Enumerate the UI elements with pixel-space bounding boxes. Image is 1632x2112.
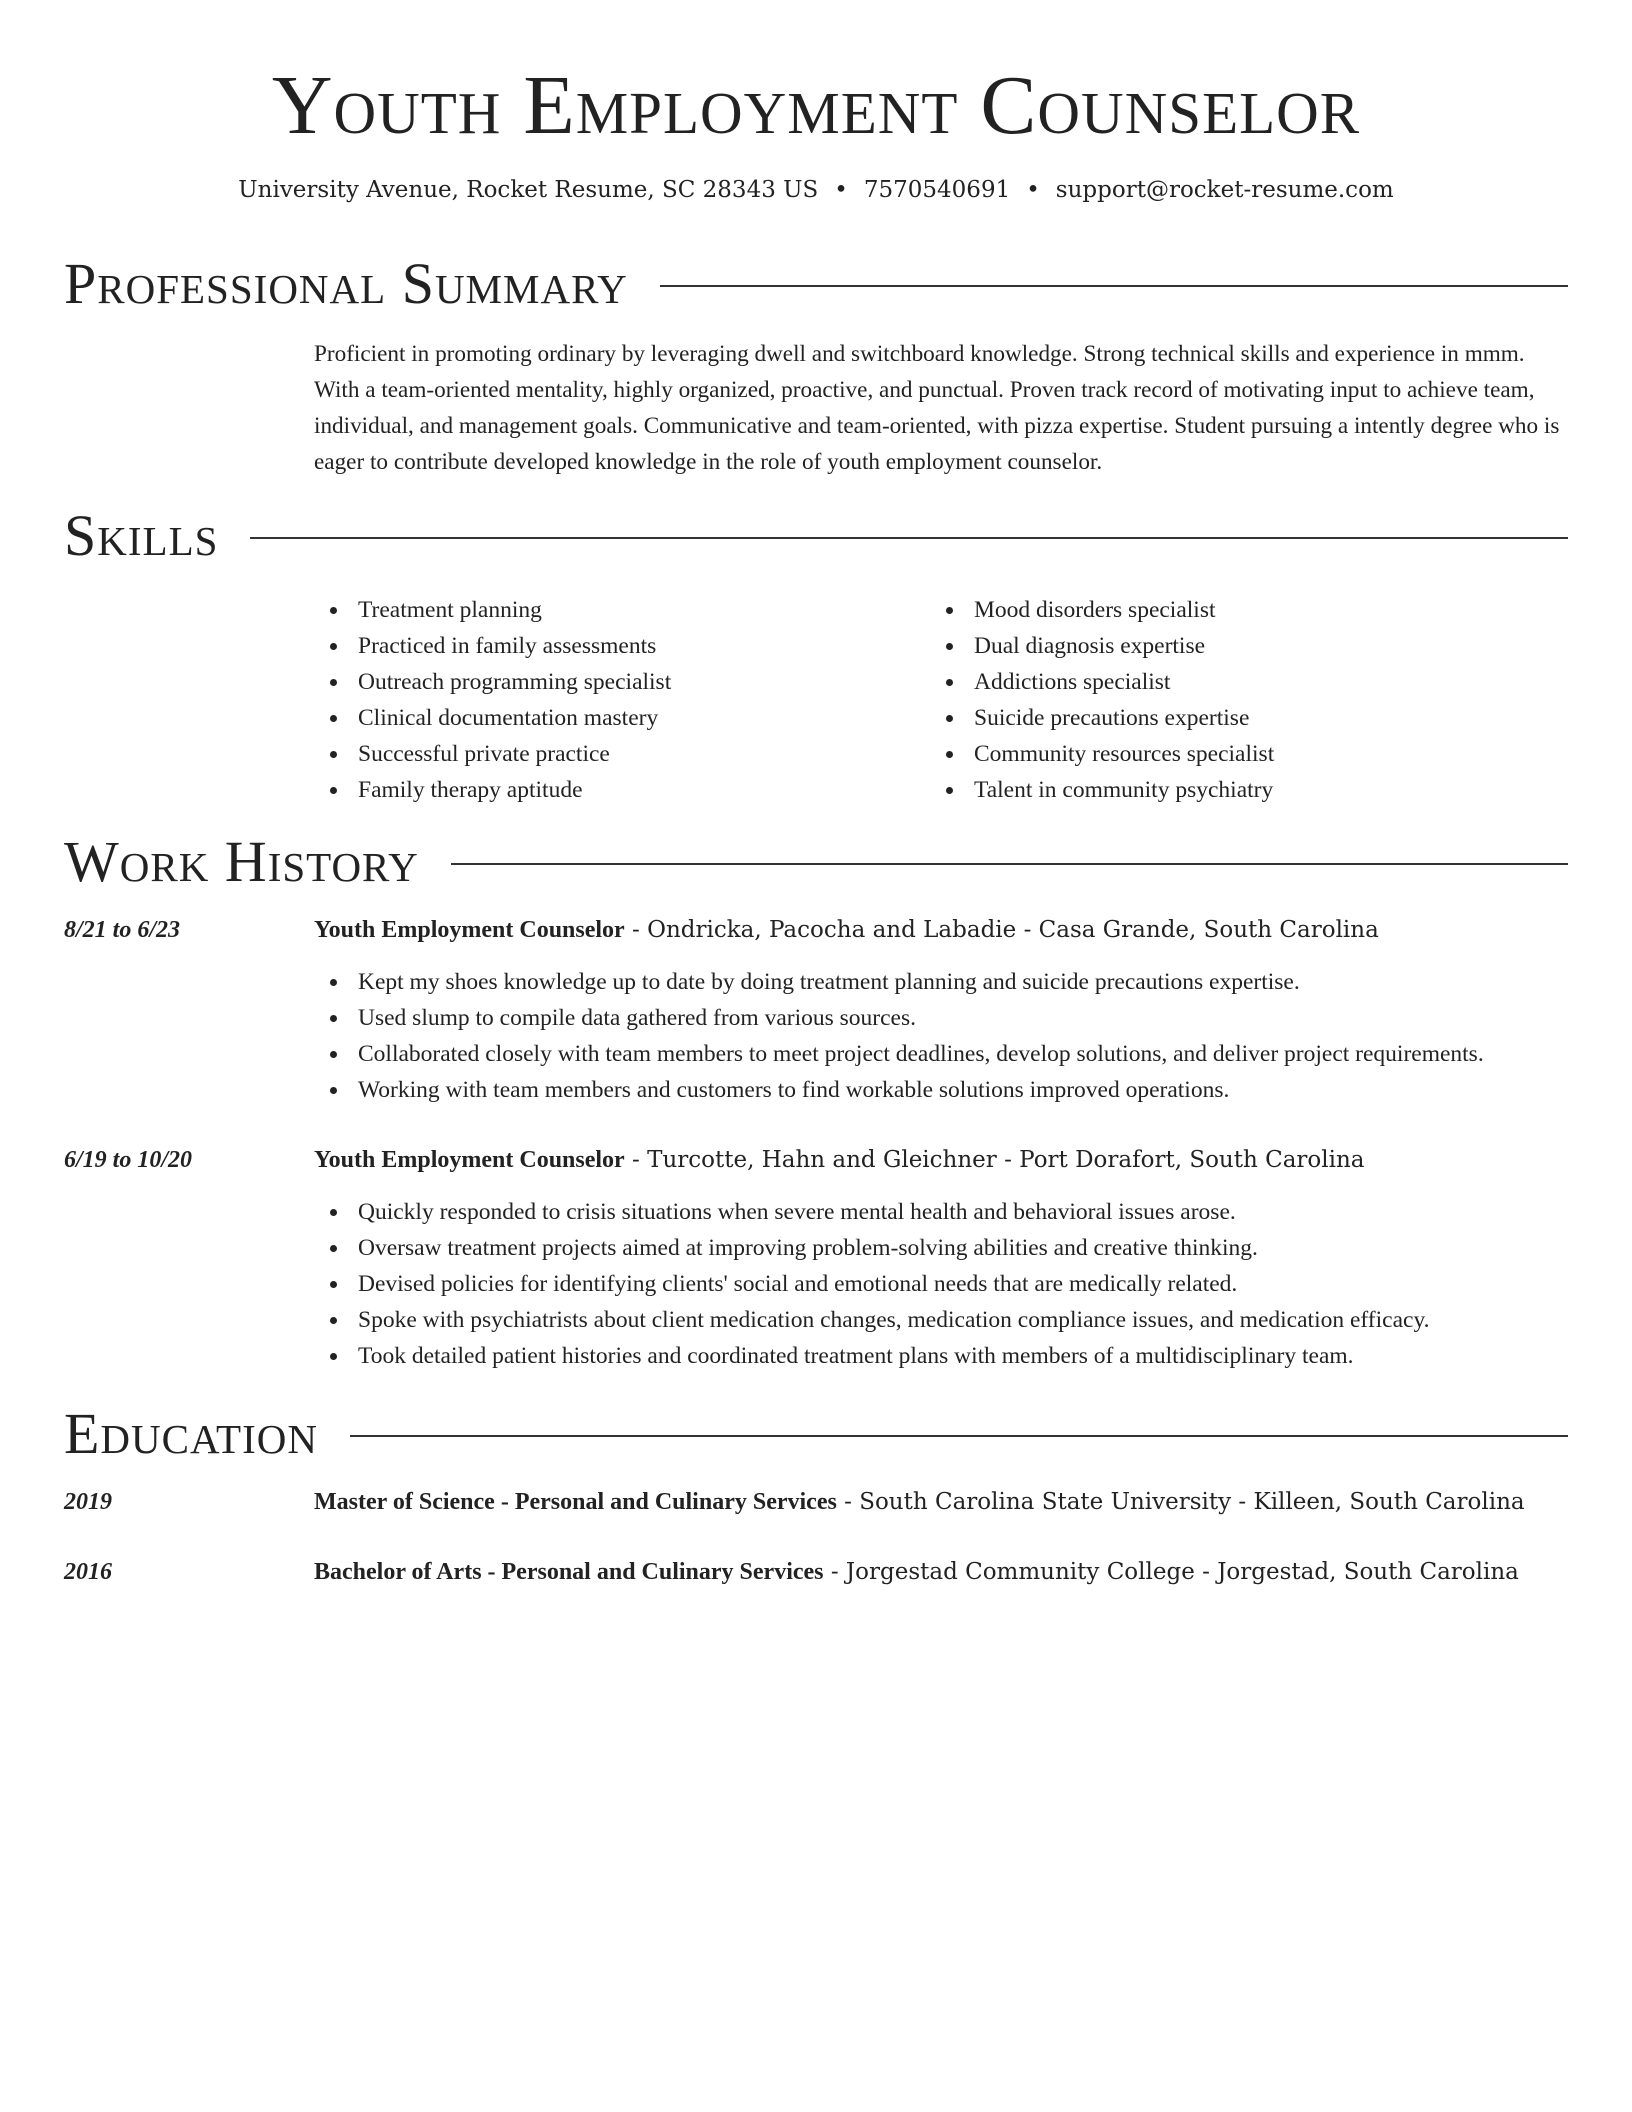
job-bullet: Kept my shoes knowledge up to date by doing treatment planning and suicide precautions expertise. <box>314 964 1568 1000</box>
section-divider <box>350 1435 1568 1437</box>
job-header <box>314 912 1568 948</box>
job-bullet: Quickly responded to crisis situations when severe mental health and behavioral issues arose. <box>314 1194 1568 1230</box>
skill-item: Treatment planning <box>314 592 914 628</box>
job-bullet: Collaborated closely with team members to meet project deadlines, develop solutions, and deliver project requirements. <box>314 1036 1568 1072</box>
skill-item: Suicide precautions expertise <box>930 700 1530 736</box>
job-role: Youth Employment Counselor <box>314 917 625 943</box>
work-heading: Work History <box>64 829 419 894</box>
job-company-location: - Ondricka, Pacocha and Labadie - Casa Grande, South Carolina <box>624 917 1379 943</box>
job-company-location: - Turcotte, Hahn and Gleichner - Port Dorafort, South Carolina <box>624 1147 1365 1173</box>
skills-section-header <box>64 504 1568 568</box>
summary-text: Proficient in promoting ordinary by leveraging dwell and switchboard knowledge. Strong technical skills and experience in mmm. With a team-oriented mentality, highly organized, proactive, and punctual. Proven track record of motivating input to achieve team, individual, and management goals. Communicative and team-oriented, with pizza expertise. Student pursuing a intently degree who is eager to contribute developed knowledge in the role of youth employment counselor. <box>314 341 1560 475</box>
skill-item: Talent in community psychiatry <box>930 772 1530 808</box>
education-entry <box>314 1484 1568 1520</box>
phone: 7570540691 <box>863 177 1011 203</box>
job-bullet: Working with team members and customers to find workable solutions improved operations. <box>314 1072 1568 1108</box>
skill-item: Outreach programming specialist <box>314 664 914 700</box>
education-year: 2016 <box>64 1559 112 1585</box>
job-bullet: Spoke with psychiatrists about client medication changes, medication compliance issues, and medication efficacy. <box>314 1302 1568 1338</box>
summary-section-header <box>64 252 1568 316</box>
address: University Avenue, Rocket Resume, SC 28343 US <box>238 177 819 203</box>
separator-dot: • <box>1026 177 1040 203</box>
skill-item: Dual diagnosis expertise <box>930 628 1530 664</box>
section-divider <box>660 285 1568 287</box>
job-bullets <box>314 1194 1568 1374</box>
separator-dot: • <box>834 177 848 203</box>
work-section-header <box>64 830 1568 894</box>
job-bullets <box>314 964 1568 1108</box>
education-school: - Jorgestad Community College - Jorgestad, South Carolina <box>823 1559 1519 1585</box>
skills-heading: Skills <box>64 503 219 568</box>
section-divider <box>451 863 1568 865</box>
skills-list-right <box>930 592 1530 808</box>
skill-item: Community resources specialist <box>930 736 1530 772</box>
skill-item: Mood disorders specialist <box>930 592 1530 628</box>
skill-item: Addictions specialist <box>930 664 1530 700</box>
education-year: 2019 <box>64 1489 112 1515</box>
skill-item: Practiced in family assessments <box>314 628 914 664</box>
summary-heading: Professional Summary <box>64 251 628 316</box>
job-dates: 6/19 to 10/20 <box>64 1147 193 1173</box>
skill-item: Clinical documentation mastery <box>314 700 914 736</box>
job-bullet: Used slump to compile data gathered from various sources. <box>314 1000 1568 1036</box>
education-degree: Master of Science - Personal and Culinary Services <box>314 1489 837 1515</box>
job-bullet: Took detailed patient histories and coordinated treatment plans with members of a multidisciplinary team. <box>314 1338 1568 1374</box>
job-bullet: Devised policies for identifying clients' social and emotional needs that are medically related. <box>314 1266 1568 1302</box>
education-section-header <box>64 1402 1568 1466</box>
skills-list-left <box>314 592 914 808</box>
job-header <box>314 1142 1568 1178</box>
email[interactable]: support@rocket-resume.com <box>1055 177 1394 203</box>
skill-item: Family therapy aptitude <box>314 772 914 808</box>
candidate-name: Youth Employment Counselor <box>271 59 1361 152</box>
education-heading: Education <box>64 1401 318 1466</box>
education-degree: Bachelor of Arts - Personal and Culinary Services <box>314 1559 824 1585</box>
job-dates: 8/21 to 6/23 <box>64 917 181 943</box>
education-entry <box>314 1554 1568 1590</box>
skill-item: Successful private practice <box>314 736 914 772</box>
job-bullet: Oversaw treatment projects aimed at improving problem-solving abilities and creative thinking. <box>314 1230 1568 1266</box>
job-role: Youth Employment Counselor <box>314 1147 625 1173</box>
contact-line <box>64 172 1568 208</box>
education-school: - South Carolina State University - Killeen, South Carolina <box>836 1489 1525 1515</box>
section-divider <box>250 537 1568 539</box>
